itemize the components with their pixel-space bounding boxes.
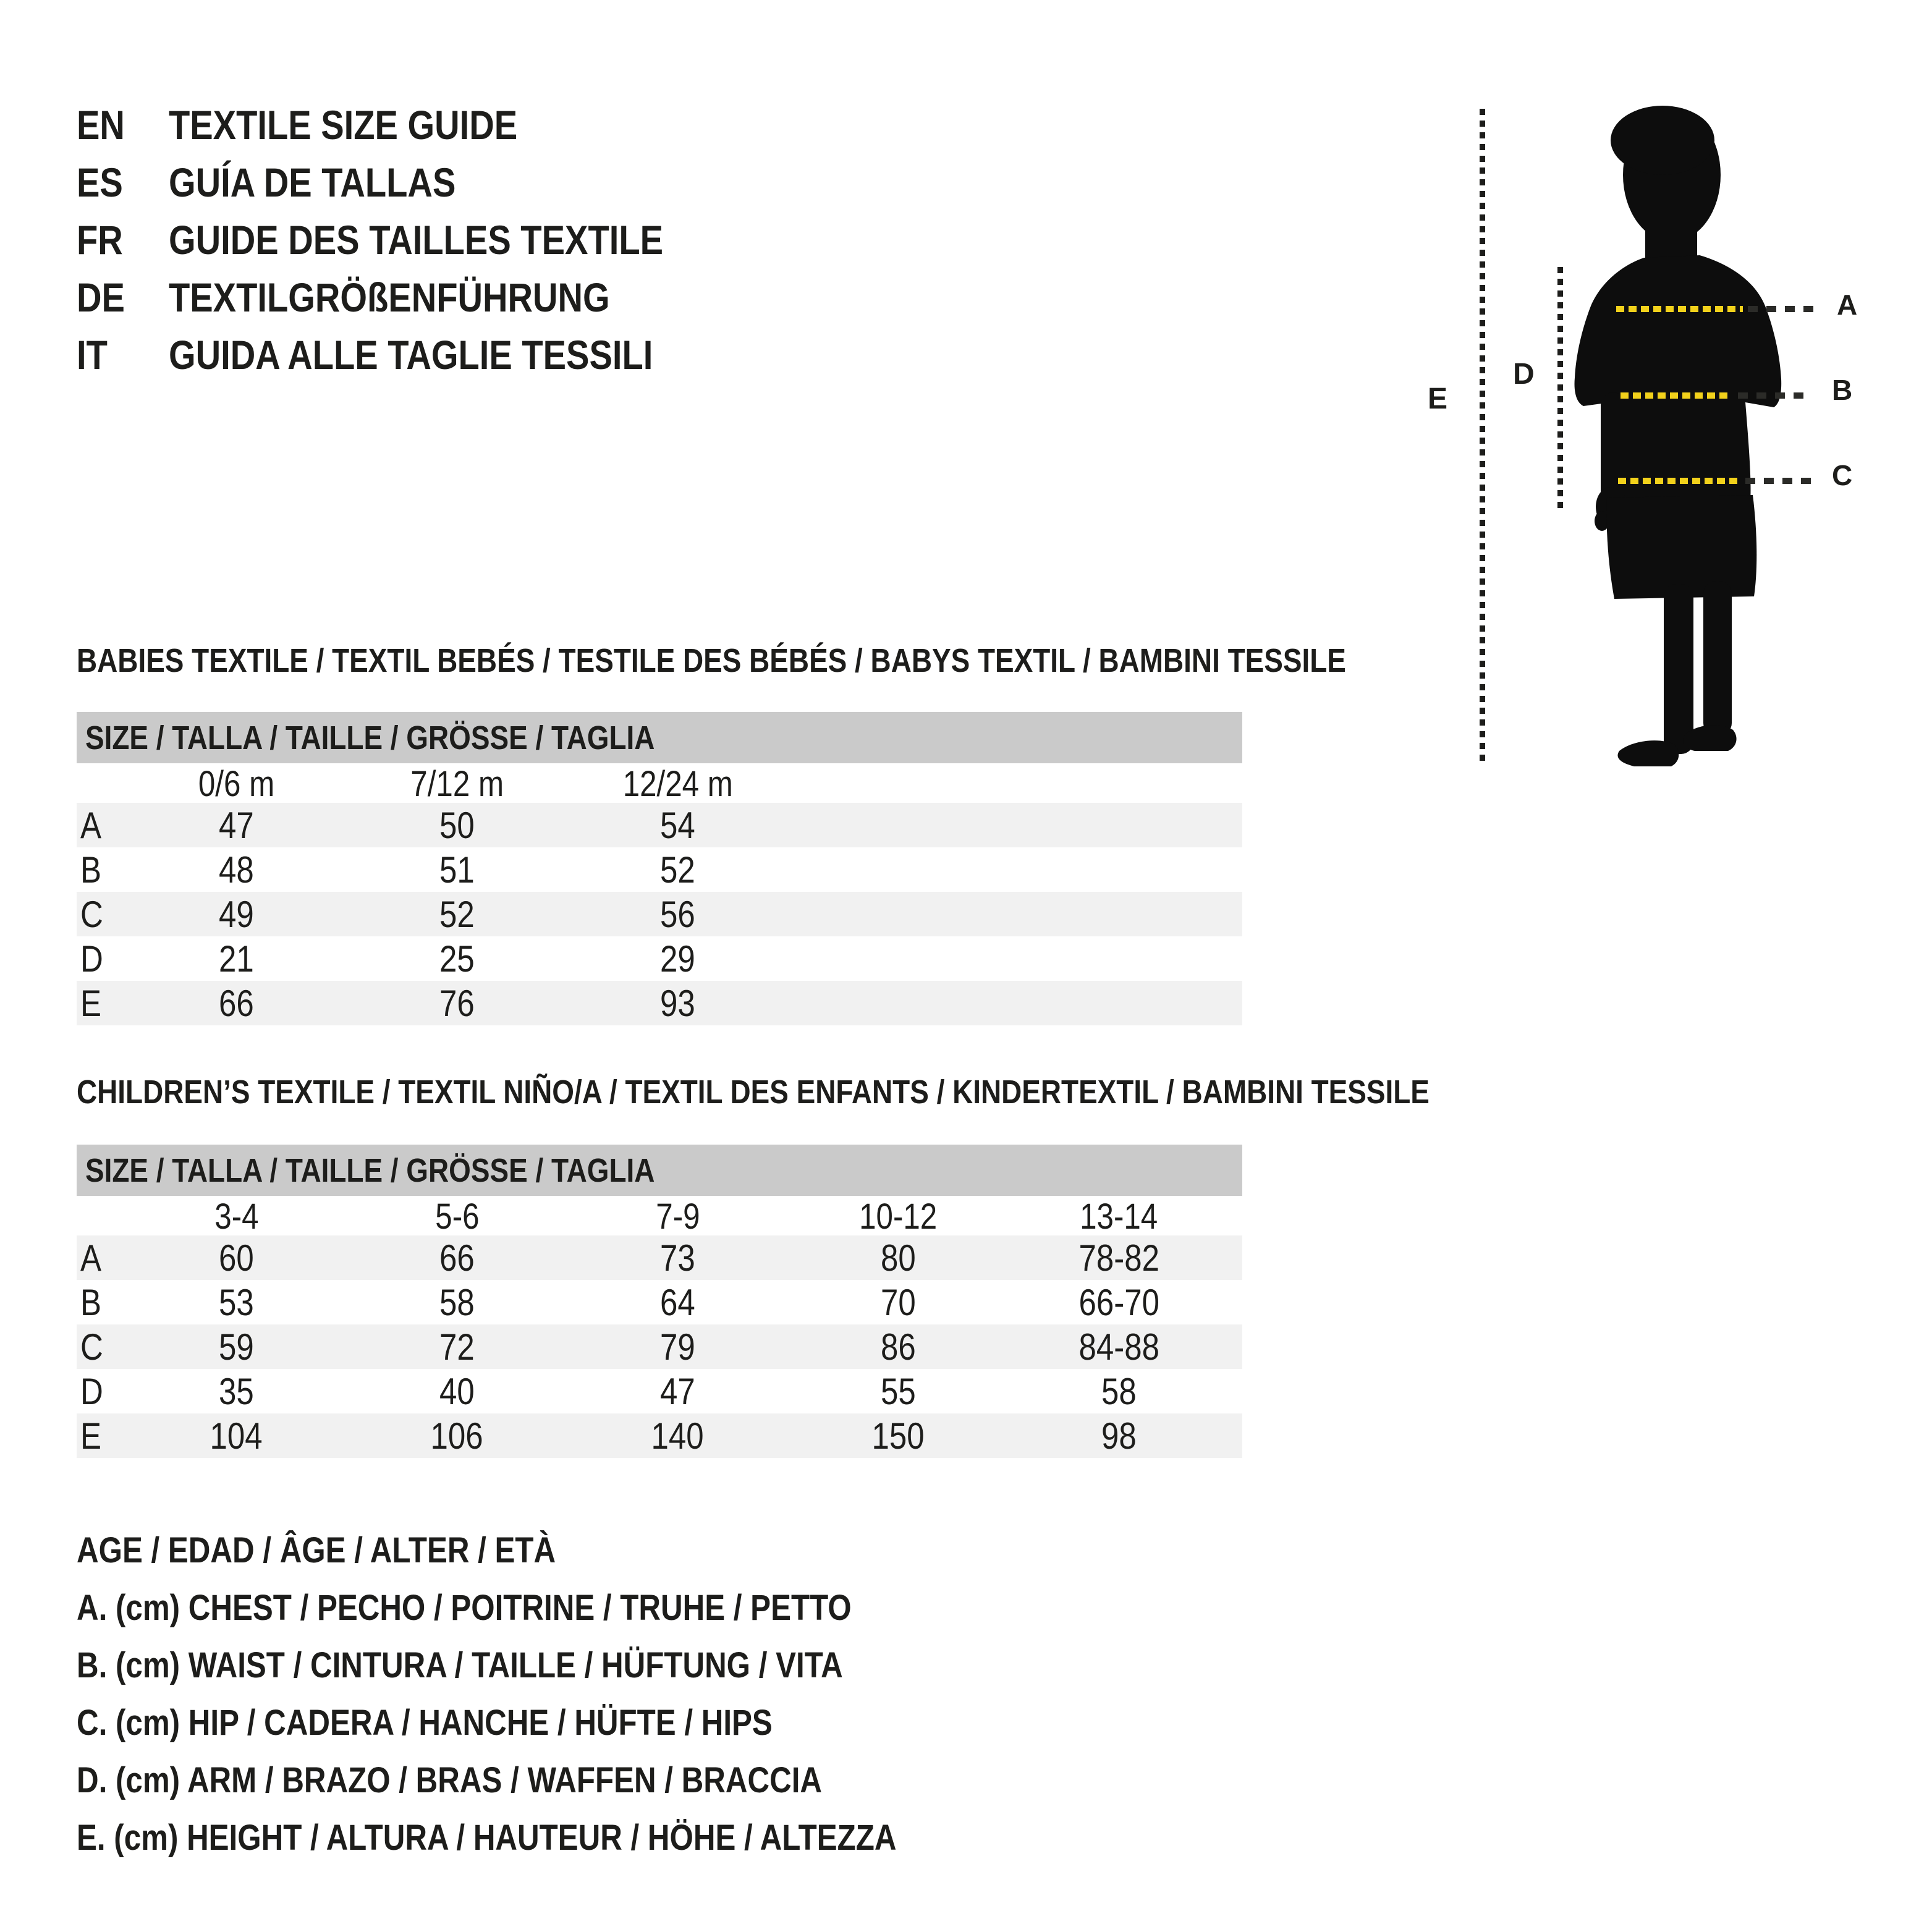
legend-waist: B. (cm) WAIST / CINTURA / TAILLE / HÜFTUNG / VITA [77, 1645, 843, 1685]
table-cell: 52 [439, 893, 475, 935]
table-cell: 25 [439, 938, 475, 980]
column-header: 10-12 [859, 1197, 938, 1237]
row-label: A [80, 1237, 102, 1279]
waist-measure-dash-dark [1738, 392, 1812, 399]
table-cell: 47 [660, 1370, 695, 1412]
table-cell: 21 [219, 938, 254, 980]
table-row [77, 803, 1242, 847]
table-cell: 49 [219, 893, 254, 935]
table-row [77, 1235, 1242, 1280]
table-cell: 78-82 [1078, 1237, 1159, 1279]
hip-measure-dash-dark [1745, 478, 1815, 484]
table-cell: 55 [881, 1370, 916, 1412]
table-cell: 52 [660, 849, 695, 891]
guide-title-de: TEXTILGRÖßENFÜHRUNG [169, 274, 610, 320]
table-cell: 48 [219, 849, 254, 891]
table-row [77, 1324, 1242, 1369]
table-cell: 59 [219, 1326, 254, 1368]
waist-measure-dash-yellow [1621, 392, 1732, 399]
figure-label-e: E [1428, 383, 1448, 415]
table-row [77, 847, 1242, 892]
arm-measure-line-d [1557, 267, 1563, 508]
figure-label-c: C [1832, 459, 1853, 491]
table-cell: 84-88 [1078, 1326, 1159, 1368]
table-cell: 86 [881, 1326, 916, 1368]
row-label: C [80, 893, 103, 935]
column-header: 3-4 [214, 1197, 259, 1237]
language-row-en [77, 96, 750, 153]
hip-measure-dash-yellow [1618, 478, 1740, 484]
legend-height: E. (cm) HEIGHT / ALTURA / HAUTEUR / HÖHE / ALTEZZA [77, 1818, 897, 1858]
language-row-de [77, 268, 750, 326]
table-cell: 40 [439, 1370, 475, 1412]
table-cell: 51 [439, 849, 475, 891]
language-code: EN [77, 101, 125, 148]
table-row [77, 892, 1242, 936]
row-label: C [80, 1326, 103, 1368]
table-cell: 66 [219, 982, 254, 1024]
legend-age: AGE / EDAD / ÂGE / ALTER / ETÀ [77, 1530, 556, 1570]
table-cell: 106 [430, 1415, 484, 1457]
table-cell: 93 [660, 982, 695, 1024]
language-title-list [77, 96, 750, 383]
legend-hip: C. (cm) HIP / CADERA / HANCHE / HÜFTE / HIPS [77, 1703, 773, 1743]
table-cell: 56 [660, 893, 695, 935]
row-label: B [80, 1281, 102, 1323]
children-size-table [77, 1145, 1242, 1458]
table-cell: 60 [219, 1237, 254, 1279]
row-label: A [80, 804, 102, 846]
table-cell: 64 [660, 1281, 695, 1323]
size-header-label: SIZE / TALLA / TAILLE / GRÖSSE / TAGLIA [85, 719, 655, 756]
table-cell: 58 [1101, 1370, 1137, 1412]
babies-section-title: BABIES TEXTILE / TEXTIL BEBÉS / TESTILE DES BÉBÉS / BABYS TEXTIL / BAMBINI TESSILE [77, 642, 1346, 679]
table-row [77, 1413, 1242, 1458]
row-label: B [80, 849, 102, 891]
language-row-es [77, 153, 750, 211]
table-cell: 104 [210, 1415, 263, 1457]
language-code: IT [77, 331, 108, 378]
column-header: 12/24 m [622, 764, 733, 804]
column-header: 7/12 m [410, 764, 504, 804]
row-label: E [80, 1415, 102, 1457]
column-header: 0/6 m [198, 764, 275, 804]
language-code: FR [77, 216, 123, 263]
table-cell: 53 [219, 1281, 254, 1323]
guide-title-it: GUIDA ALLE TAGLIE TESSILI [169, 331, 653, 378]
legend-arm: D. (cm) ARM / BRAZO / BRAS / WAFFEN / BRACCIA [77, 1760, 823, 1800]
chest-measure-dash-yellow [1616, 306, 1743, 312]
size-header-band [77, 1145, 1242, 1196]
row-label: D [80, 1370, 103, 1412]
size-header-band [77, 712, 1242, 763]
table-cell: 70 [881, 1281, 916, 1323]
guide-title-en: TEXTILE SIZE GUIDE [169, 101, 518, 148]
table-cell: 98 [1101, 1415, 1137, 1457]
table-cell: 54 [660, 804, 695, 846]
figure-label-a: A [1837, 289, 1858, 321]
table-cell: 76 [439, 982, 475, 1024]
table-cell: 140 [651, 1415, 705, 1457]
language-code: ES [77, 159, 123, 205]
row-label: E [80, 982, 102, 1024]
table-cell: 29 [660, 938, 695, 980]
children-column-headers [77, 1196, 1242, 1235]
table-cell: 72 [439, 1326, 475, 1368]
chest-measure-dash-dark [1748, 306, 1821, 312]
guide-title-fr: GUIDE DES TAILLES TEXTILE [169, 216, 664, 263]
table-cell: 58 [439, 1281, 475, 1323]
column-header: 13-14 [1080, 1197, 1158, 1237]
figure-label-d: D [1513, 358, 1535, 391]
table-cell: 79 [660, 1326, 695, 1368]
table-row [77, 1280, 1242, 1324]
column-header: 7-9 [655, 1197, 700, 1237]
table-cell: 50 [439, 804, 475, 846]
child-silhouette-icon [1570, 102, 1823, 773]
table-cell: 150 [871, 1415, 925, 1457]
table-cell: 66 [439, 1237, 475, 1279]
table-cell: 35 [219, 1370, 254, 1412]
table-row [77, 936, 1242, 981]
figure-label-b: B [1832, 374, 1853, 406]
table-cell: 66-70 [1078, 1281, 1159, 1323]
table-cell: 73 [660, 1237, 695, 1279]
legend-chest: A. (cm) CHEST / PECHO / POITRINE / TRUHE / PETTO [77, 1588, 852, 1628]
table-cell: 80 [881, 1237, 916, 1279]
column-header: 5-6 [434, 1197, 480, 1237]
babies-column-headers [77, 763, 1242, 803]
language-row-fr [77, 211, 750, 268]
children-section-title: CHILDREN’S TEXTILE / TEXTIL NIÑO/A / TEXTIL DES ENFANTS / KINDERTEXTIL / BAMBINI TESSILE [77, 1074, 1430, 1111]
table-row [77, 1369, 1242, 1413]
measurement-legend [77, 1522, 1041, 1866]
table-cell: 47 [219, 804, 254, 846]
table-row [77, 981, 1242, 1025]
language-code: DE [77, 274, 125, 320]
row-label: D [80, 938, 103, 980]
size-header-label: SIZE / TALLA / TAILLE / GRÖSSE / TAGLIA [85, 1151, 655, 1189]
guide-title-es: GUÍA DE TALLAS [169, 159, 456, 205]
language-row-it [77, 326, 750, 383]
babies-size-table [77, 712, 1242, 1025]
